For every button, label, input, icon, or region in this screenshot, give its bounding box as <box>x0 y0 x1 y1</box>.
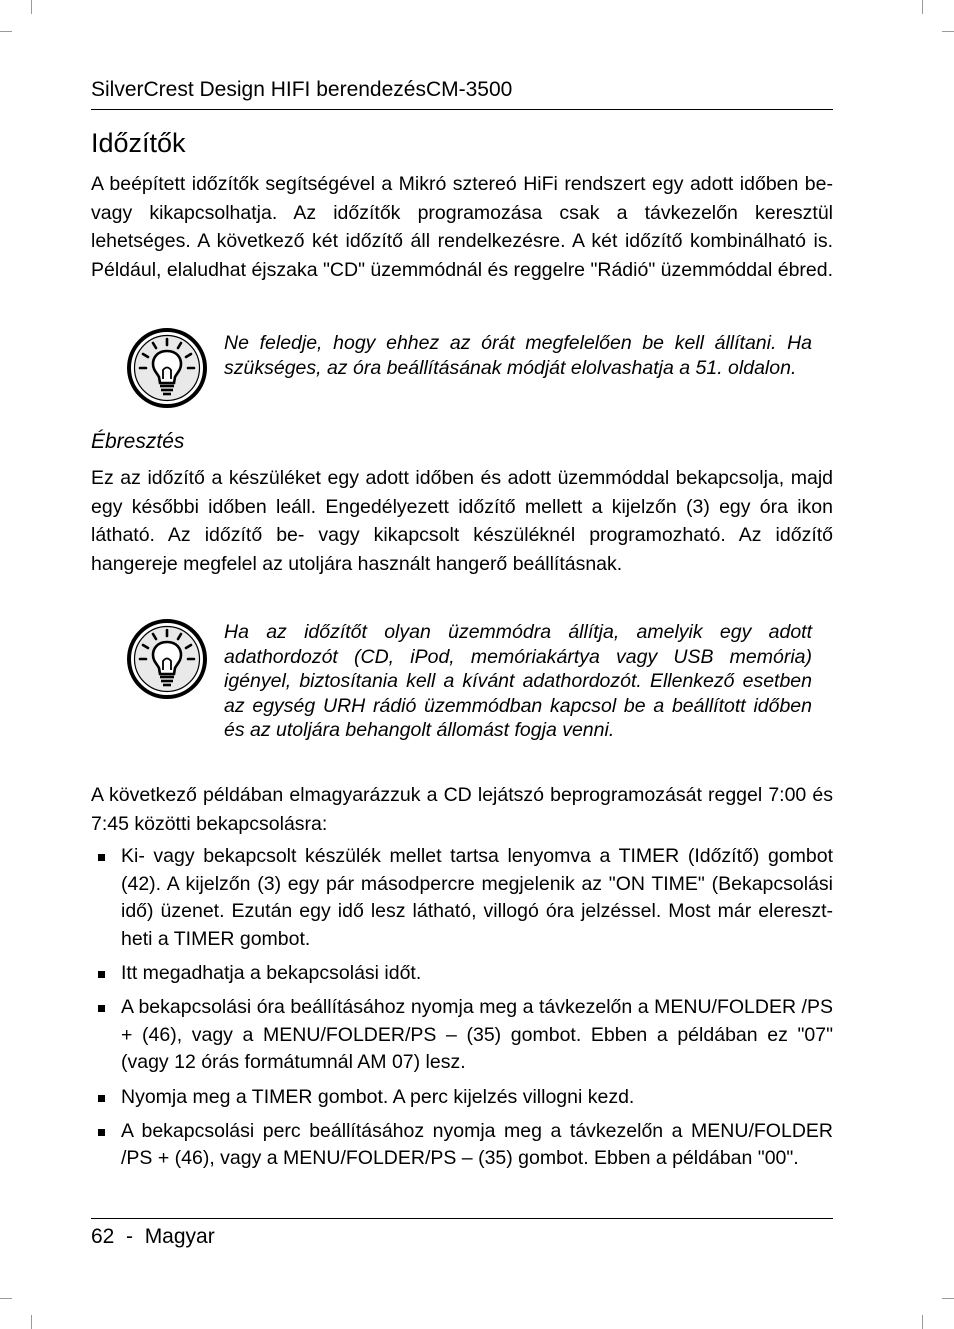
lightbulb-tip-icon <box>126 618 208 700</box>
footer-rule <box>91 1218 833 1219</box>
crop-mark <box>922 0 923 14</box>
intro-paragraph: A beépített időzítők segítségével a Mikró sztereó HiFi rendszert egy adott időben be- vagy kikapcsolhatja. Az időzítők programozása csak a távkezelőn keresztül lehetséges. A következő két időzítő áll rendelkezésre. A két időzítő kombinálható is. Például, elaludhat éjszaka "CD" üzemmódnál és reggelre "Rádió" üzemmóddal ébred. <box>91 173 834 281</box>
tip-note: Ne feledje, hogy ehhez az órát megfelelően be kell állítani. Ha szükséges, az óra beállításának módját elolvashatja a 51. oldalon. <box>224 332 812 379</box>
crop-mark <box>31 1315 32 1329</box>
list-item-text: A bekapcsolási perc beállításához nyomja meg a távkezelőn a MENU/FOLDER /PS + (46), vagy a MENU/FOLDER/PS – (35) gombot. Ebben a példában "00". <box>121 1119 833 1170</box>
crop-mark <box>0 31 12 32</box>
list-item <box>91 1084 833 1112</box>
list-item-text: Nyomja meg a TIMER gombot. A perc kijelzés villogni kezd. <box>121 1085 635 1108</box>
list-item <box>91 1118 833 1173</box>
section-title: Időzítők <box>91 128 186 158</box>
crop-mark <box>31 0 32 14</box>
crop-mark <box>0 1298 12 1299</box>
subsection-title: Ébresztés <box>91 430 185 453</box>
list-item <box>91 960 833 988</box>
example-paragraph: A következő példában elmagyarázzuk a CD lejátszó beprogramozását reggel 7:00 és 7:45 közötti bekapcsolásra: <box>91 784 833 835</box>
bullet-square-icon <box>98 854 105 861</box>
header-rule <box>91 109 833 110</box>
tip-note: Ha az időzítőt olyan üzemmódra állítja, amelyik egy adott adathordozót (CD, iPod, memóriakártya vagy USB memória) igényel, biztosítania kell a kívánt adathordozót. Ellenkező esetben az egység URH rádió üzemmódban kapcsol be a beállított időben és az utoljára behangolt állomást fogja venni. <box>224 621 812 742</box>
bullet-square-icon <box>98 971 105 978</box>
list-item <box>91 994 833 1077</box>
crop-mark <box>922 1315 923 1329</box>
bullet-square-icon <box>98 1095 105 1102</box>
list-item-text: A bekapcsolási óra beállításához nyomja meg a távkezelőn a MENU/FOLDER /PS + (46), vagy a MENU/FOLDER/PS – (35) gombot. Ebben a példában ez "07" (vagy 12 órás formátumnál AM 07) lesz. <box>121 996 833 1074</box>
bullet-square-icon <box>98 1129 105 1136</box>
list-item-text: Itt megadhatja a bekapcsolási időt. <box>121 961 422 984</box>
crop-mark <box>942 1298 954 1299</box>
list-item <box>91 843 833 953</box>
crop-mark <box>942 31 954 32</box>
lightbulb-tip-icon <box>126 327 208 409</box>
steps-list <box>91 843 833 1173</box>
body-paragraph: Ez az időzítő a készüléket egy adott időben és adott üzemmóddal bekapcsolja, majd egy későbbi időben leáll. Engedélyezett időzítő mellett a kijelzőn (3) egy óra ikon látható. Az időzítő be- vagy kikapcsolt készüléknél programozható. Az időzítő hangereje megfelel az utoljára használt hangerő beállításnak. <box>91 467 833 575</box>
list-item-text: Ki- vagy bekapcsolt készülék mellet tartsa lenyomva a TIMER (Időzítő) gombot (42). A kijelzőn (3) egy pár másodpercre megjelenik az "ON TIME" (Bekapcsolási idő) üzenet. Ezután egy idő lesz látható, villogó óra jelzéssel. Most már eleresztheti a TIMER gombot. <box>121 845 833 950</box>
bullet-square-icon <box>98 1005 105 1012</box>
running-header: SilverCrest Design HIFI berendezésCM-3500 <box>91 78 513 101</box>
page-footer: 62 - Magyar <box>91 1225 215 1248</box>
